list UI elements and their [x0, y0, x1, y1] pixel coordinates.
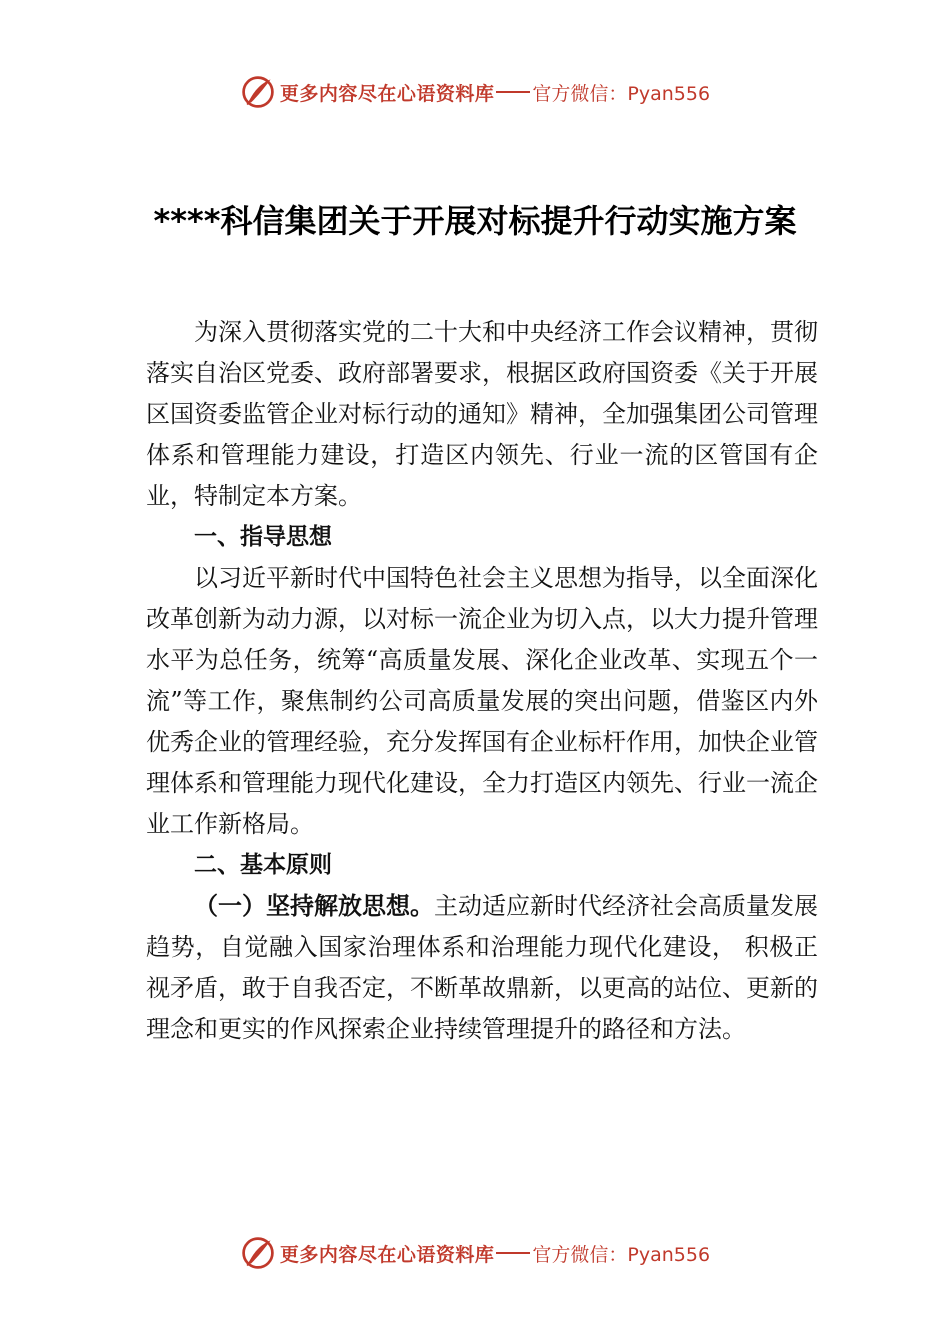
watermark-text-b: 官方微信：Pyan556 — [532, 82, 711, 105]
section1-heading: 一、指导思想 — [194, 524, 332, 550]
feather-quill-logo-icon — [240, 1235, 276, 1271]
intro-paragraph: 为深入贯彻落实党的二十大和中央经济工作会议精神，贯彻落实自治区党委、政府部署要求，根据区政府国资委《关于开展区国资委监管企业对标行动的通知》精神，全加强集团公司管理体系和管理能力建设，打造区内领先、行业一流的区管国有企业，特制定本方案。 — [146, 318, 818, 510]
watermark-dash — [496, 91, 530, 93]
principle1-lead: （一）坚持解放思想。 — [194, 892, 434, 920]
watermark-text-a: 更多内容尽在心语资料库 — [279, 82, 495, 105]
principle1-paragraph — [146, 886, 818, 1050]
section1-paragraph: 以习近平新时代中国特色社会主义思想为指导，以全面深化改革创新为动力源，以对标一流企业为切入点，以大力提升管理水平为总任务，统筹“高质量发展、深化企业改革、实现五个一流”等工作，聚焦制约公司高质量发展的突出问题，借鉴区内外优秀企业的管理经验，充分发挥国有企业标杆作用，加快企业管理体系和管理能力现代化建设，全力打造区内领先、行业一流企业工作新格局。 — [146, 564, 818, 838]
watermark-dash — [496, 1252, 530, 1254]
header-watermark — [0, 72, 950, 112]
principle1-body: 主动适应新时代经济社会高质量发展趋势，自觉融入国家治理体系和治理能力现代化建设， 积极正视矛盾，敢于自我否定，不断革故鼎新，以更高的站位、更新的理念和更实的作风探索企业持续管理提升的路径和方法。 — [146, 892, 818, 1043]
watermark-text-a: 更多内容尽在心语资料库 — [279, 1243, 495, 1266]
document-body — [146, 312, 818, 1050]
feather-quill-logo-icon — [240, 74, 276, 110]
section2-heading: 二、基本原则 — [194, 852, 332, 878]
footer-watermark — [0, 1233, 950, 1273]
document-title: ****科信集团关于开展对标提升行动实施方案 — [153, 202, 797, 240]
watermark-text-b: 官方微信：Pyan556 — [532, 1243, 711, 1266]
